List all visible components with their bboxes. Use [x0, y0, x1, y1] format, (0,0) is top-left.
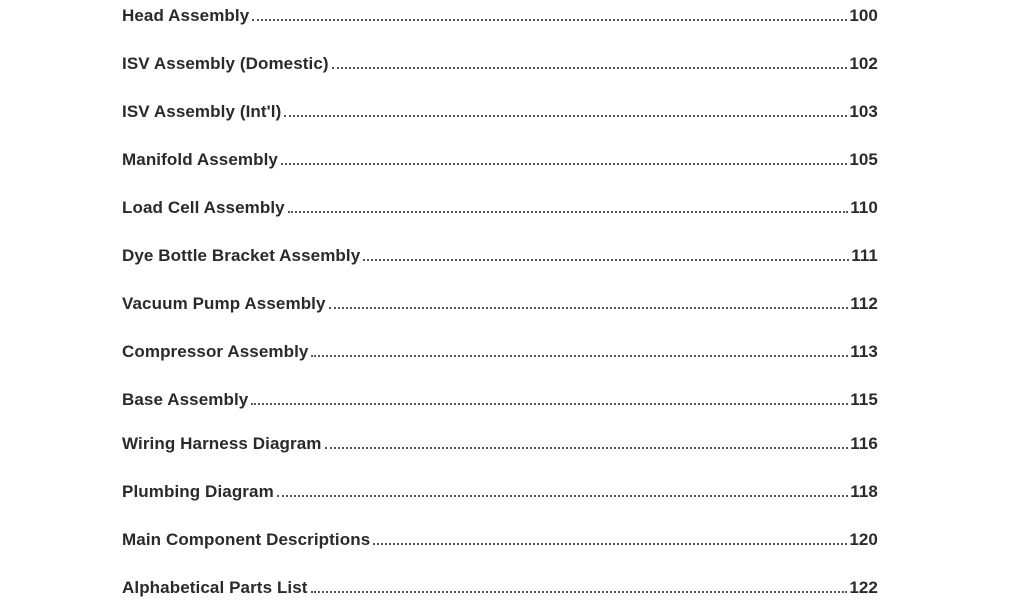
toc-entry-page-number: 120 [849, 530, 878, 549]
dot-leader [251, 403, 848, 405]
toc-entry-page-number: 112 [850, 294, 878, 313]
toc-entry-title: Main Component Descriptions [122, 530, 371, 549]
dot-leader [284, 115, 847, 117]
toc-entry-wiring-harness-diagram[interactable] [122, 428, 878, 454]
dot-leader [363, 259, 849, 261]
toc-entry-page-number: 118 [850, 482, 878, 501]
toc-entry-title: ISV Assembly (Int'l) [122, 102, 282, 121]
toc-entry-title: Head Assembly [122, 6, 250, 25]
toc-entry-alphabetical-parts-list[interactable] [122, 572, 878, 598]
dot-leader [277, 495, 848, 497]
toc-entry-page-number: 103 [849, 102, 878, 121]
toc-entry-head-assembly[interactable] [122, 0, 878, 26]
toc-entry-isv-assembly-domestic[interactable] [122, 48, 878, 74]
dot-leader [311, 355, 848, 357]
toc-entry-page-number: 115 [850, 390, 878, 409]
toc-entry-page-number: 113 [850, 342, 878, 361]
toc-entry-isv-assembly-intl[interactable] [122, 96, 878, 122]
dot-leader [332, 67, 848, 69]
toc-entry-page-number: 100 [849, 6, 878, 25]
dot-leader [288, 211, 849, 213]
toc-entry-title: Plumbing Diagram [122, 482, 274, 501]
toc-entry-plumbing-diagram[interactable] [122, 476, 878, 502]
toc-entry-title: Vacuum Pump Assembly [122, 294, 326, 313]
dot-leader [373, 543, 847, 545]
dot-leader [252, 19, 847, 21]
toc-entry-title: ISV Assembly (Domestic) [122, 54, 329, 73]
toc-entry-vacuum-pump-assembly[interactable] [122, 288, 878, 314]
toc-entry-title: Manifold Assembly [122, 150, 278, 169]
toc-entry-main-component-descriptions[interactable] [122, 524, 878, 550]
toc-entry-page-number: 105 [849, 150, 878, 169]
dot-leader [311, 591, 848, 593]
toc-entry-title: Load Cell Assembly [122, 198, 285, 217]
toc-entry-title: Wiring Harness Diagram [122, 434, 322, 453]
toc-entry-base-assembly[interactable] [122, 384, 878, 410]
toc-entry-page-number: 116 [850, 434, 878, 453]
toc-entry-dye-bottle-bracket-assembly[interactable] [122, 240, 878, 266]
toc-entry-page-number: 110 [850, 198, 878, 217]
toc-entry-page-number: 111 [851, 246, 878, 265]
toc-entry-page-number: 102 [849, 54, 878, 73]
toc-entry-manifold-assembly[interactable] [122, 144, 878, 170]
toc-entry-title: Base Assembly [122, 390, 249, 409]
toc-entry-title: Compressor Assembly [122, 342, 309, 361]
toc-entry-title: Alphabetical Parts List [122, 578, 308, 597]
toc-entry-title: Dye Bottle Bracket Assembly [122, 246, 361, 265]
toc-entry-page-number: 122 [849, 578, 878, 597]
toc-entry-compressor-assembly[interactable] [122, 336, 878, 362]
dot-leader [281, 163, 847, 165]
dot-leader [325, 447, 849, 449]
toc-entry-load-cell-assembly[interactable] [122, 192, 878, 218]
dot-leader [329, 307, 849, 309]
